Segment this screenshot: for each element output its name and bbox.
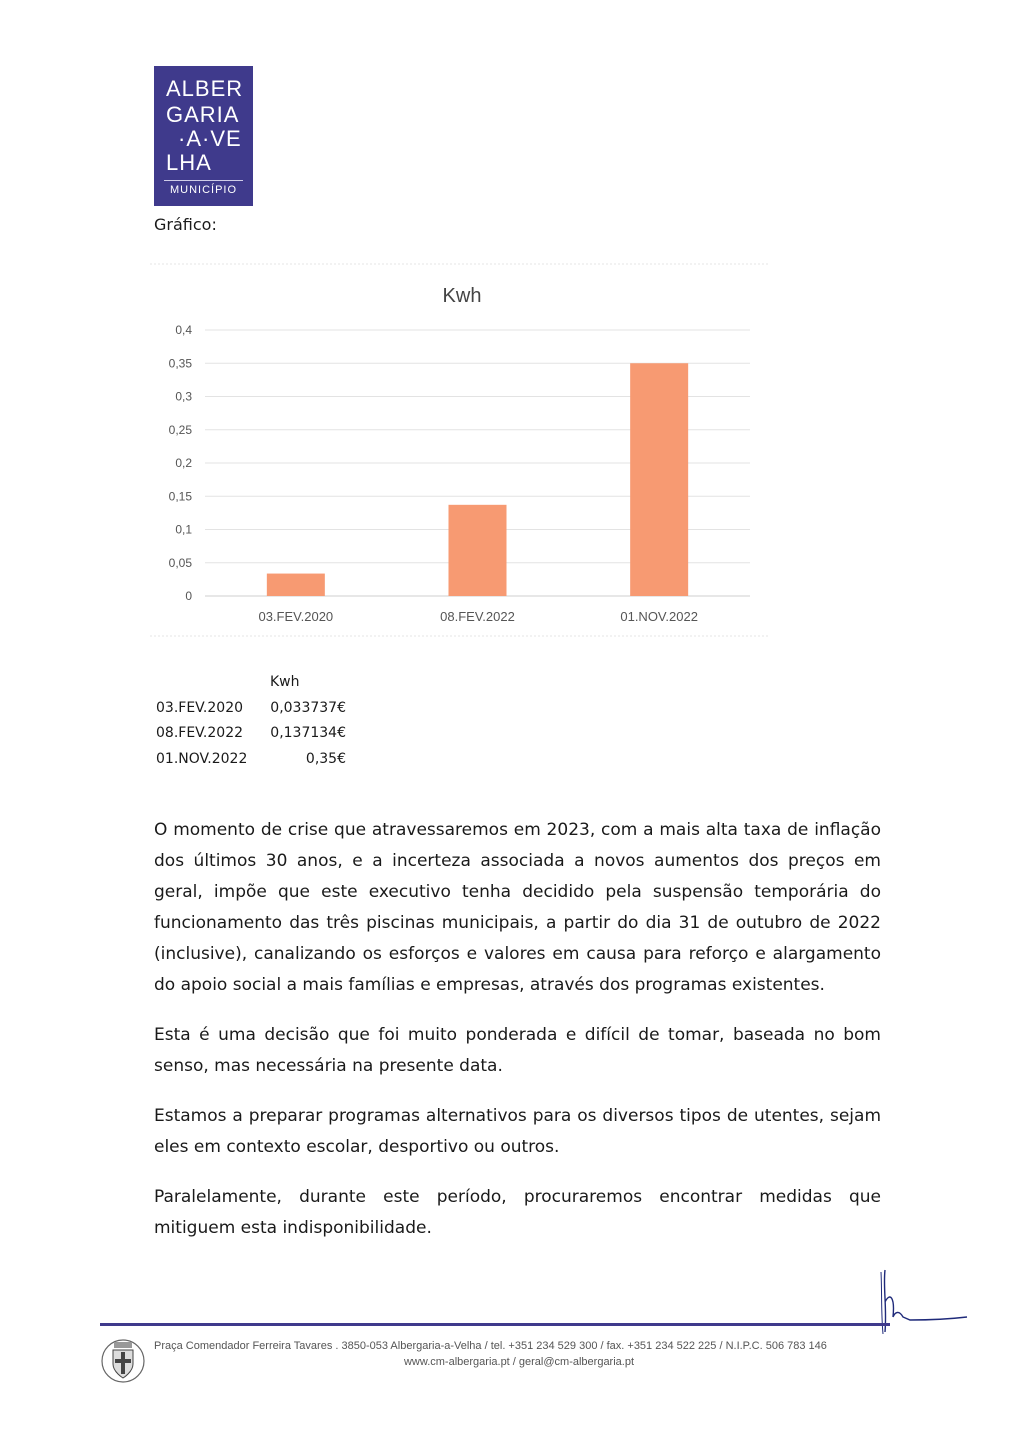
table-row-value: 0,033737€ [270,700,346,716]
chart-title: Kwh [442,285,482,307]
logo-line-3: ·A·VE [178,126,242,151]
footer-divider [100,1323,890,1326]
y-tick-label: 0,25 [168,422,192,437]
chart-svg [150,262,770,638]
footer-web: www.cm-albergaria.pt / geral@cm-albergaria.pt [403,1356,635,1368]
paragraph-1: O momento de crise que atravessaremos em 2023, com a mais alta taxa de inflação dos últimos 30 anos, e a incerteza associada a novos aumentos dos preços em geral, impõe que este executivo tenha decidido pela suspensão temporária do funcionamento das três piscinas municipais, a partir do dia 31 de outubro de 2022 (inclusive), canalizando os esforços e valores em causa para reforço e alargamento do apoio social a mais famílias e empresas, através dos programas existentes. [154,820,881,995]
table-row-value: 0,137134€ [270,725,346,741]
y-tick-label: 0,2 [175,456,192,470]
x-tick-label: 01.NOV.2022 [620,609,698,624]
paragraph-4: Paralelamente, durante este período, procuraremos encontrar medidas que mitiguem esta indisponibilidade. [154,1187,881,1238]
handwritten-signature [855,1262,975,1342]
x-tick-label: 03.FEV.2020 [258,609,334,624]
bar-01.NOV.2022 [630,363,688,596]
y-tick-label: 0,1 [175,522,192,537]
bar-08.FEV.2022 [449,505,507,596]
municipality-logo [154,66,253,206]
paragraph-2: Esta é uma decisão que foi muito ponderada e difícil de tomar, baseada no bom senso, mas necessária na presente data. [154,1025,881,1076]
footer-address: Praça Comendador Ferreira Tavares . 3850-053 Albergaria-a-Velha / tel. +351 234 529 300 / fax. +351 234 522 225 / N.I.P.C. 506 783 146 [154,1340,827,1352]
logo-municipio: MUNICÍPIO [169,184,238,196]
chart-bars [267,363,688,596]
body-text [154,815,881,1263]
logo-line-1: ALBER [166,76,244,101]
y-axis-ticks [169,323,193,603]
coat-of-arms-icon [100,1336,146,1386]
x-axis-ticks [258,609,697,624]
table-row-value: 0,35€ [305,751,346,767]
table-row-date: 08.FEV.2022 [156,725,244,741]
y-tick-label: 0,15 [168,489,192,504]
y-tick-label: 0,05 [168,555,192,570]
bar-03.FEV.2020 [267,574,325,596]
logo-line-2: GARIA [166,102,240,127]
table-row [156,751,346,771]
y-tick-label: 0,3 [175,389,192,404]
section-label: Gráfico: [154,215,217,234]
x-tick-label: 08.FEV.2022 [440,609,515,624]
kwh-bar-chart [150,262,770,638]
table-row [156,700,346,720]
paragraph-3: Estamos a preparar programas alternativos para os diversos tipos de utentes, sejam eles em contexto escolar, desportivo ou outros. [154,1106,881,1157]
y-tick-label: 0,4 [175,323,192,337]
y-tick-label: 0,35 [168,356,192,371]
table-row-date: 03.FEV.2020 [156,700,244,716]
logo-divider [164,180,243,181]
logo-line-4: LHA [166,150,212,175]
table-header-kwh: Kwh [270,674,300,690]
table-row [156,725,346,745]
table-row-date: 01.NOV.2022 [156,751,248,767]
y-tick-label: 0 [185,589,192,603]
